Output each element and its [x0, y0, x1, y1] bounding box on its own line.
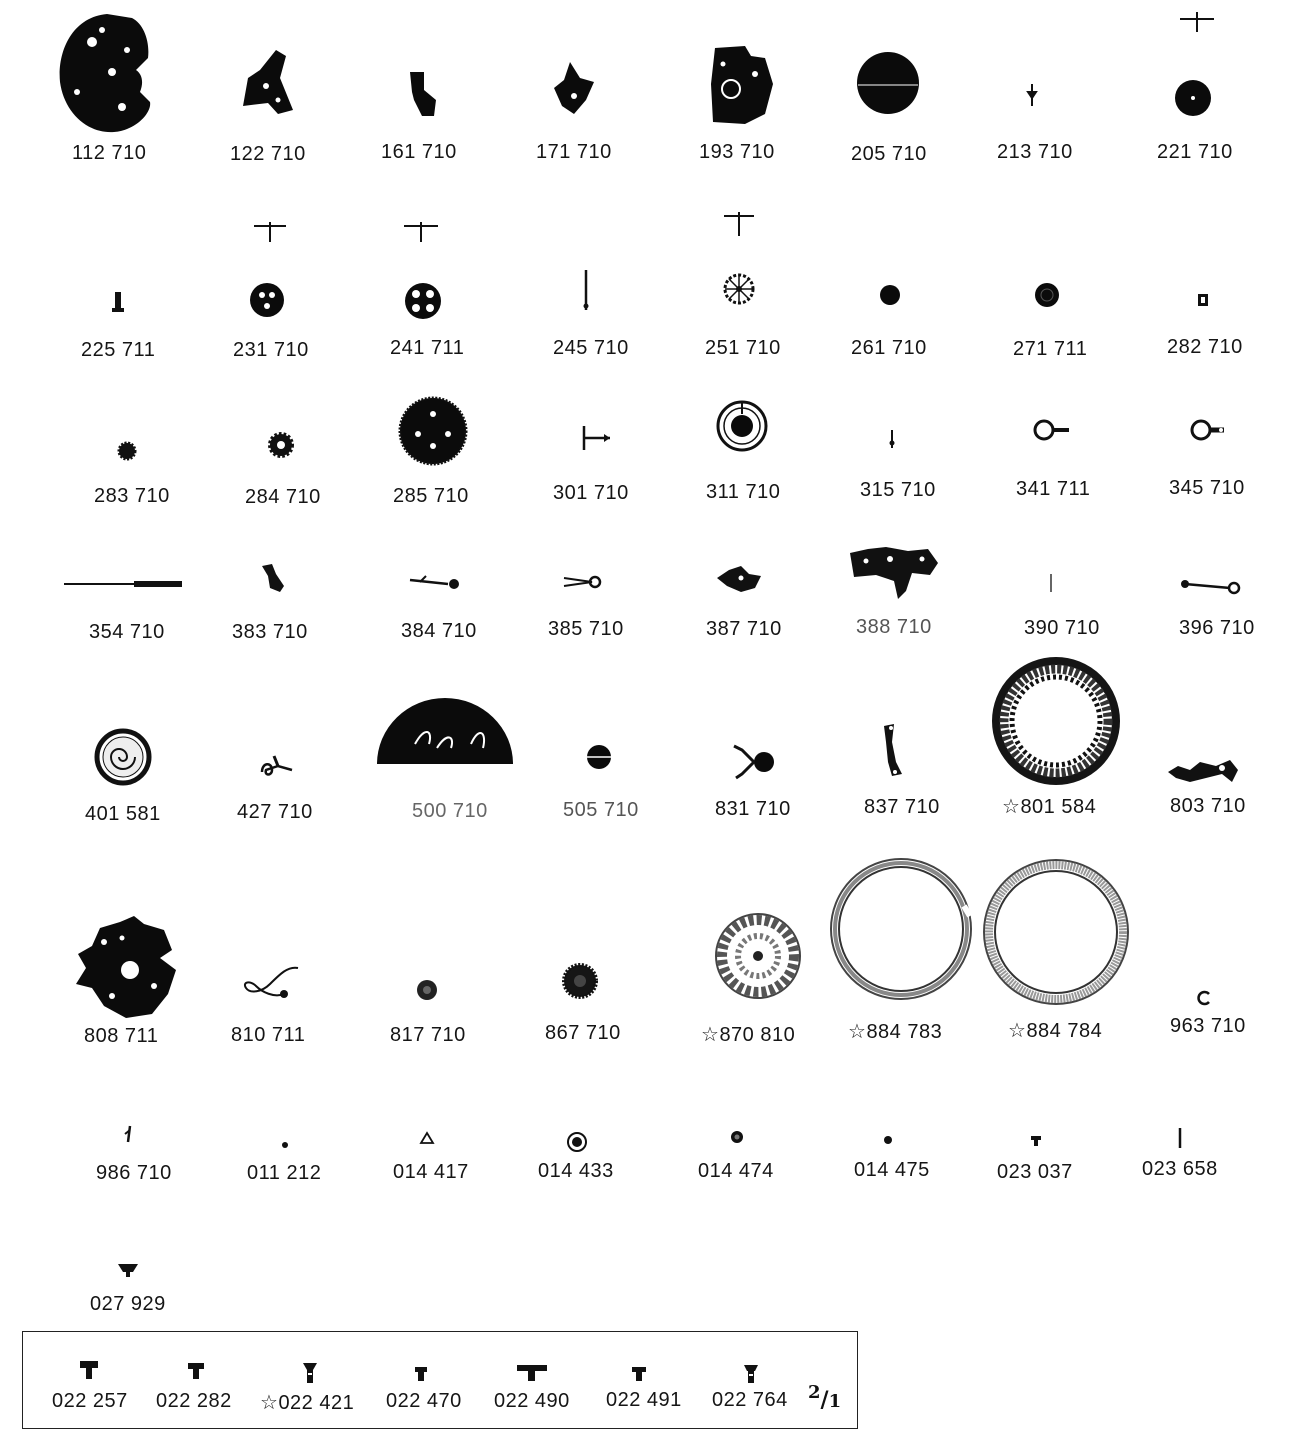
screw-icon — [79, 1360, 99, 1380]
bridge-icon — [705, 44, 777, 126]
part-number: 401 581 — [85, 803, 161, 825]
part-number: 354 710 — [89, 621, 165, 643]
part-number: 161 710 — [381, 141, 457, 163]
part-number: 193 710 — [699, 141, 775, 163]
jewel-icon — [729, 1129, 745, 1145]
part-number: 385 710 — [548, 618, 624, 640]
bridge-small-icon — [715, 564, 765, 594]
page-fraction: 2/1 — [808, 1382, 842, 1413]
part-number: 390 710 — [1024, 617, 1100, 639]
screw-icon — [302, 1362, 318, 1384]
part-number: 311 710 — [706, 481, 781, 503]
part-number: 112 710 — [72, 142, 147, 164]
screw-number: 022 764 — [712, 1389, 788, 1411]
part-number: 011 212 — [247, 1162, 322, 1184]
part-number: 241 711 — [390, 337, 465, 359]
part-number: 963 710 — [1170, 1015, 1246, 1037]
page-fraction-num: 2 — [808, 1382, 821, 1403]
part-number: 383 710 — [232, 621, 308, 643]
ring-icon — [828, 856, 974, 1002]
part-number: 014 475 — [854, 1159, 930, 1181]
mainspring-barrel-icon — [94, 728, 152, 786]
lever-icon — [408, 574, 462, 590]
part-number-starred: ☆884 784 — [1008, 1020, 1103, 1042]
part-number: 831 710 — [715, 798, 791, 820]
arbor-icon — [1178, 10, 1216, 32]
part-number-starred: ☆870 810 — [701, 1024, 796, 1046]
part-number: 384 710 — [401, 620, 477, 642]
part-number: 387 710 — [706, 618, 782, 640]
winding-stem-icon — [64, 578, 186, 590]
jewel-icon — [566, 1131, 588, 1153]
wheel-icon — [1174, 79, 1212, 117]
dial-plate-icon — [72, 914, 190, 1020]
part-number: 803 710 — [1170, 795, 1246, 817]
gear-small-icon — [267, 431, 295, 459]
star-icon: ☆ — [848, 1021, 867, 1043]
part-number: 014 433 — [538, 1160, 614, 1182]
screw-number: 022 470 — [386, 1390, 462, 1412]
date-ring-icon — [992, 657, 1120, 785]
part-number: 808 711 — [84, 1025, 159, 1047]
screw-wide-icon — [516, 1364, 548, 1382]
screw-number: 022 491 — [606, 1389, 682, 1411]
spring-icon — [258, 752, 296, 778]
wheel-icon — [249, 282, 285, 318]
part-number: 810 711 — [231, 1024, 306, 1046]
pinion-icon — [1025, 84, 1039, 106]
rotor-icon — [375, 696, 515, 766]
day-disc-icon — [714, 912, 802, 1000]
screw-icon — [414, 1366, 428, 1382]
gear-icon — [398, 396, 468, 466]
part-number: 427 710 — [237, 801, 313, 823]
part-number: 014 417 — [393, 1161, 469, 1183]
pin-icon — [1048, 574, 1054, 592]
wheel-small-icon — [879, 284, 901, 306]
part-number: 261 710 — [851, 337, 927, 359]
pinion-icon — [1197, 293, 1209, 307]
lever-icon — [258, 562, 288, 594]
part-number: 221 710 — [1157, 141, 1233, 163]
part-number: 271 711 — [1013, 338, 1088, 360]
part-number: 345 710 — [1169, 477, 1245, 499]
gear-icon — [856, 51, 920, 115]
part-number: 341 711 — [1016, 478, 1091, 500]
screw-number: 022 257 — [52, 1390, 128, 1412]
part-number: 205 710 — [851, 143, 927, 165]
bridge-small-icon — [402, 70, 444, 120]
pin-icon — [124, 1126, 134, 1144]
screw-icon — [631, 1366, 647, 1382]
screw-number: 022 282 — [156, 1390, 232, 1412]
lever-icon — [1180, 578, 1242, 594]
lever-icon — [1033, 418, 1071, 442]
jewel-icon — [420, 1132, 434, 1144]
arbor-icon — [402, 220, 440, 242]
star-icon: ☆ — [260, 1392, 279, 1414]
stem-icon — [576, 424, 612, 452]
arbor-icon — [722, 210, 756, 236]
part-number: 231 710 — [233, 339, 309, 361]
screws-panel — [22, 1331, 858, 1429]
bridge-small-icon — [880, 722, 906, 778]
arbor-icon — [252, 220, 288, 242]
part-number: 282 710 — [1167, 336, 1243, 358]
part-number: 283 710 — [94, 485, 170, 507]
gear-small-icon — [561, 962, 599, 1000]
bridge-icon — [238, 48, 300, 118]
part-number: 285 710 — [393, 485, 469, 507]
wheel-small-icon — [1034, 282, 1060, 308]
star-icon: ☆ — [1002, 796, 1021, 818]
dot-icon — [281, 1141, 289, 1149]
part-number: 986 710 — [96, 1162, 172, 1184]
screw-icon — [117, 1262, 139, 1278]
part-number: 284 710 — [245, 486, 321, 508]
bridge-icon — [846, 545, 940, 601]
part-number: 315 710 — [860, 479, 936, 501]
lever-icon — [562, 574, 602, 590]
lever-icon — [1166, 756, 1242, 786]
part-number: 014 474 — [698, 1160, 774, 1182]
part-number: 251 710 — [705, 337, 781, 359]
escape-wheel-icon — [722, 272, 756, 306]
part-number-starred: ☆884 783 — [848, 1021, 943, 1043]
wheel-small-icon — [586, 744, 612, 770]
bridge-icon — [550, 60, 598, 116]
part-number: 500 710 — [412, 800, 488, 822]
part-number-starred: ☆801 584 — [1002, 796, 1097, 818]
pin-icon — [888, 430, 896, 448]
wheel-icon — [404, 282, 442, 320]
part-number: 225 711 — [81, 339, 156, 361]
screw-number-starred: ☆022 421 — [260, 1392, 355, 1414]
clip-icon — [1196, 990, 1212, 1006]
part-number: 213 710 — [997, 141, 1073, 163]
lever-icon — [1190, 418, 1228, 442]
part-number: 023 037 — [997, 1161, 1073, 1183]
dot-icon — [883, 1135, 893, 1145]
part-number: 023 658 — [1142, 1158, 1218, 1180]
mainplate-icon — [52, 12, 162, 137]
ring-icon — [980, 856, 1132, 1008]
lever-icon — [728, 740, 776, 780]
part-number: 301 710 — [553, 482, 629, 504]
ring-wheel-icon — [716, 400, 768, 452]
part-number: 171 710 — [536, 141, 612, 163]
star-icon: ☆ — [1008, 1020, 1027, 1042]
pin-icon — [1177, 1128, 1183, 1148]
spring-icon — [240, 964, 302, 1004]
part-number: 505 710 — [563, 799, 639, 821]
part-number: 396 710 — [1179, 617, 1255, 639]
screw-icon — [187, 1362, 205, 1380]
screw-number: 022 490 — [494, 1390, 570, 1412]
gear-small-icon — [117, 441, 137, 461]
part-number: 817 710 — [390, 1024, 466, 1046]
screw-icon — [1030, 1135, 1042, 1147]
pin-icon — [112, 292, 124, 312]
arbor-icon — [581, 270, 591, 310]
part-number: 245 710 — [553, 337, 629, 359]
part-number: 027 929 — [90, 1293, 166, 1315]
part-number: 867 710 — [545, 1022, 621, 1044]
wheel-small-icon — [416, 979, 438, 1001]
part-number: 837 710 — [864, 796, 940, 818]
star-icon: ☆ — [701, 1024, 720, 1046]
part-number: 388 710 — [856, 616, 932, 638]
page-fraction-den: 1 — [828, 1391, 842, 1412]
part-number: 122 710 — [230, 143, 306, 165]
screw-icon — [743, 1364, 759, 1384]
